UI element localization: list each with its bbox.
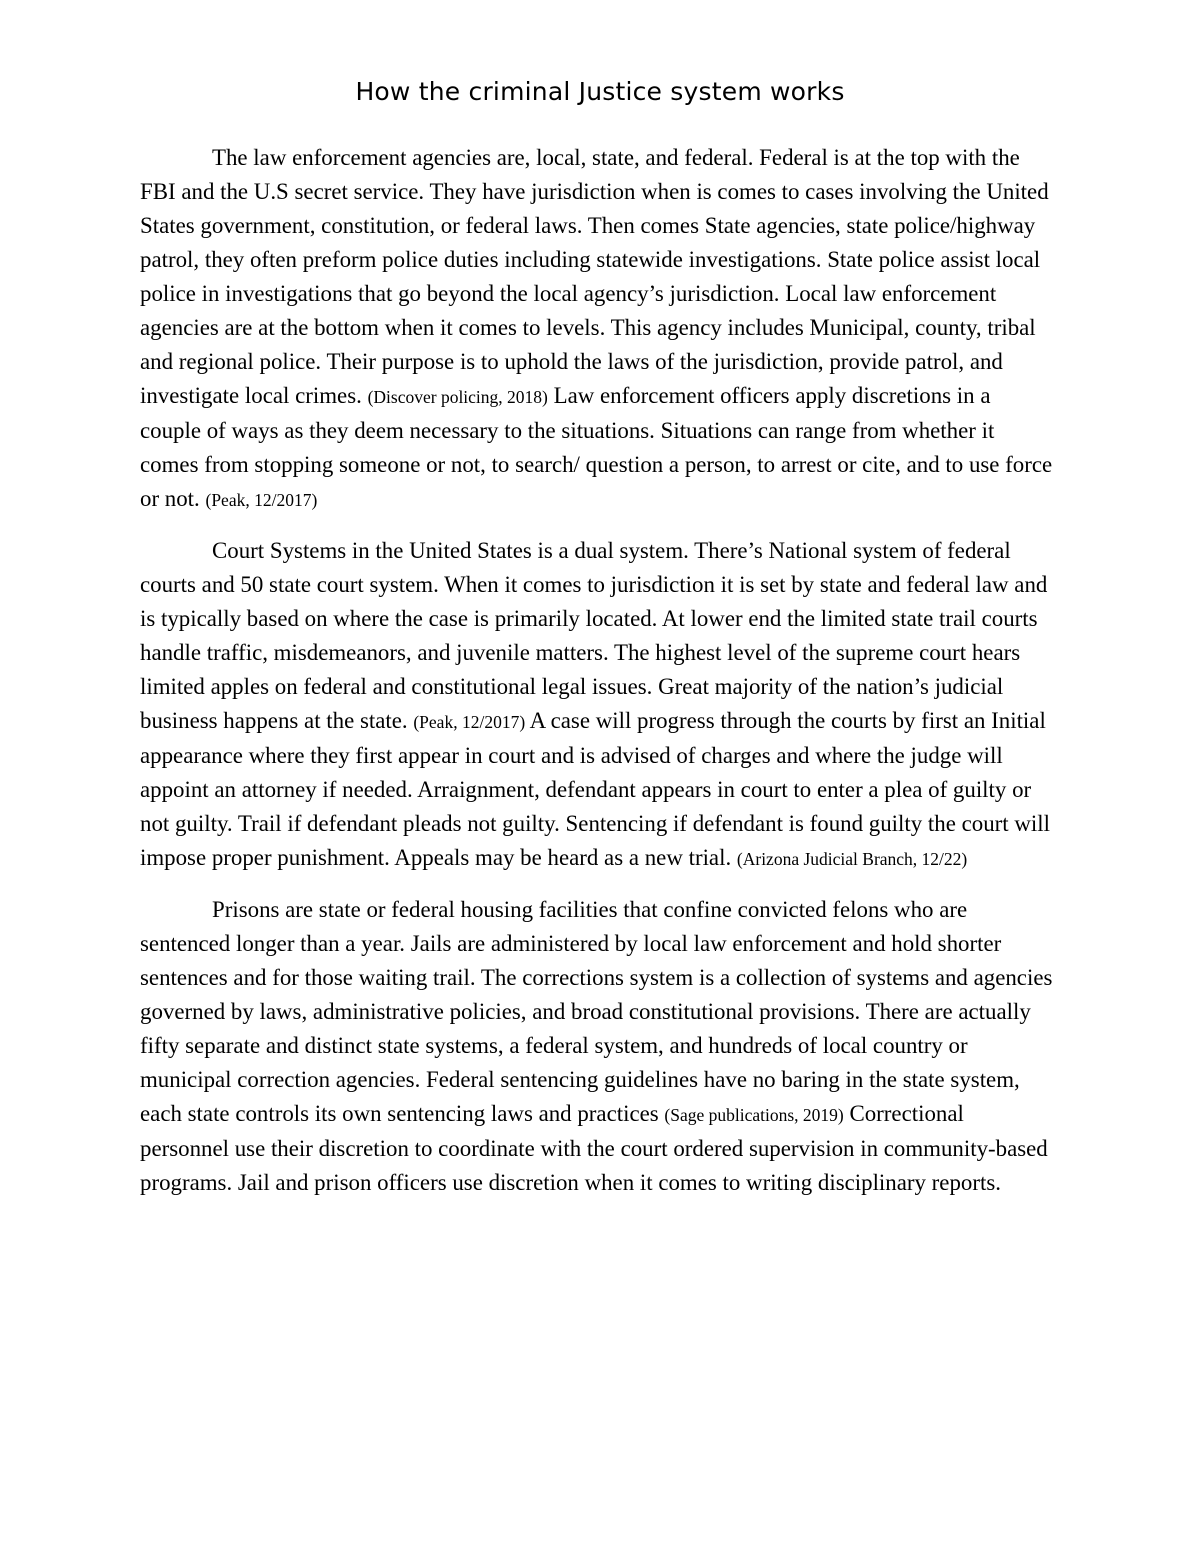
paragraph-text: Law enforcement officers apply discretions in a couple of ways as they deem necessary to the situations. Situations can range from whether it comes from stopping someone or not, to search/ question a person, to arrest or cite, and to use force or not.: [140, 383, 1053, 511]
paragraph-court-systems: [140, 534, 1055, 876]
document-title: How the criminal Justice system works: [355, 77, 845, 106]
paragraph-corrections: [140, 893, 1055, 1200]
document-body: [140, 141, 1055, 1217]
citation: (Discover policing, 2018): [367, 387, 548, 407]
citation: (Peak, 12/2017): [205, 490, 318, 510]
paragraph-text: Court Systems in the United States is a dual system. There’s National system of federal courts and 50 state court system. When it comes to jurisdiction it is set by state and federal law and is typically based on where the case is primarily located. At lower end the limited state trail courts handle traffic, misdemeanors, and juvenile matters. The highest level of the supreme court hears limited apples on federal and constitutional legal issues. Great majority of the nation’s judicial business happens at the state.: [140, 538, 1048, 733]
citation: (Sage publications, 2019): [664, 1105, 844, 1125]
citation: (Peak, 12/2017): [413, 712, 526, 732]
paragraph-text: The law enforcement agencies are, local, state, and federal. Federal is at the top with the FBI and the U.S secret service. They have jurisdiction when is comes to cases involving the United States government, constitution, or federal laws. Then comes State agencies, state police/highway patrol, they often preform police duties including statewide investigations. State police assist local police in investigations that go beyond the local agency’s jurisdiction. Local law enforcement agencies are at the bottom when it comes to levels. This agency includes Municipal, county, tribal and regional police. Their purpose is to uphold the laws of the jurisdiction, provide patrol, and investigate local crimes.: [140, 145, 1049, 408]
citation: (Arizona Judicial Branch, 12/22): [736, 849, 968, 869]
paragraph-text: A case will progress through the courts by first an Initial appearance where they first appear in court and is advised of charges and where the judge will appoint an attorney if needed. Arraignment, defendant appears in court to enter a plea of guilty or not guilty. Trail if defendant pleads not guilty. Sentencing if defendant is found guilty the court will impose proper punishment. Appeals may be heard as a new trial.: [140, 708, 1050, 870]
paragraph-text: Correctional personnel use their discretion to coordinate with the court ordered supervision in community-based programs. Jail and prison officers use discretion when it comes to writing disciplinary reports.: [140, 1101, 1048, 1195]
paragraph-law-enforcement: [140, 141, 1055, 517]
paragraph-text: Prisons are state or federal housing facilities that confine convicted felons who are sentenced longer than a year. Jails are administered by local law enforcement and hold shorter sentences and for those waiting trail. The corrections system is a collection of systems and agencies governed by laws, administrative policies, and broad constitutional provisions. There are actually fifty separate and distinct state systems, a federal system, and hundreds of local country or municipal correction agencies. Federal sentencing guidelines have no baring in the state system, each state controls its own sentencing laws and practices: [140, 897, 1053, 1126]
